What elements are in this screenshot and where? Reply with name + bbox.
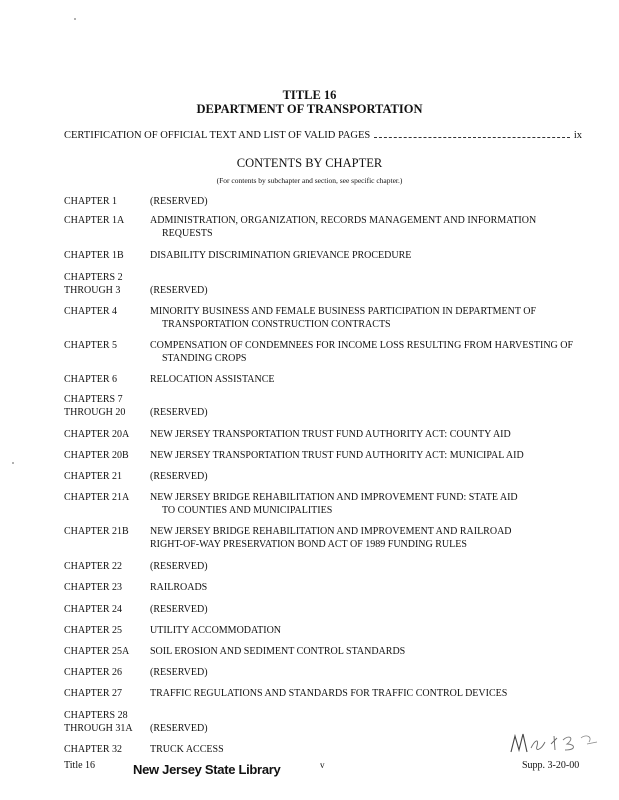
chapter-description: (RESERVED) — [150, 407, 208, 418]
chapter-label: CHAPTER 1B — [64, 250, 124, 261]
chapter-label: CHAPTERS 2 THROUGH 3 — [64, 272, 123, 296]
chapter-label: CHAPTER 5 — [64, 340, 118, 351]
chapter-description: UTILITY ACCOMMODATION — [150, 625, 282, 636]
chapter-description: TRAFFIC REGULATIONS AND STANDARDS FOR TRAFFIC CONTROL DEVICES — [150, 688, 508, 699]
chapter-label: CHAPTER 26 — [64, 667, 123, 678]
chapter-label: CHAPTER 1 — [64, 196, 118, 207]
chapter-label: CHAPTER 25A — [64, 646, 130, 657]
chapter-label: CHAPTER 25 — [64, 625, 123, 636]
chapter-description: (RESERVED) — [150, 561, 208, 572]
certification-page: ix — [573, 130, 582, 141]
supplement-date: Supp. 3-20-00 — [522, 760, 580, 771]
chapter-description: (RESERVED) — [150, 723, 208, 734]
chapter-description: (RESERVED) — [150, 667, 208, 678]
chapter-label: CHAPTER 21A — [64, 492, 130, 503]
chapter-label: CHAPTER 6 — [64, 374, 118, 385]
chapter-description: COMPENSATION OF CONDEMNEES FOR INCOME LOSS RESULTING FROM HARVESTING OF STANDING CROPS — [150, 340, 574, 364]
chapter-label: CHAPTER 1A — [64, 215, 125, 226]
scan-speck — [12, 462, 14, 464]
chapter-description: SOIL EROSION AND SEDIMENT CONTROL STANDARDS — [150, 646, 406, 657]
chapter-label: CHAPTER 27 — [64, 688, 123, 699]
chapter-description: (RESERVED) — [150, 604, 208, 615]
chapter-label: CHAPTER 20A — [64, 429, 130, 440]
page-title: TITLE 16 — [282, 88, 337, 102]
chapter-description: NEW JERSEY BRIDGE REHABILITATION AND IMPROVEMENT FUND: STATE AID TO COUNTIES AND MUNICIPALITIES — [150, 492, 518, 516]
chapter-label: CHAPTER 32 — [64, 744, 123, 755]
certification-text: CERTIFICATION OF OFFICIAL TEXT AND LIST OF VALID PAGES — [64, 130, 371, 141]
chapter-label: CHAPTERS 28 THROUGH 31A — [64, 710, 133, 734]
contents-note: (For contents by subchapter and section, see specific chapter.) — [216, 176, 403, 185]
footer-title: Title 16 — [64, 760, 96, 771]
chapter-description: MINORITY BUSINESS AND FEMALE BUSINESS PARTICIPATION IN DEPARTMENT OF TRANSPORTATION CONSTRUCTION CONTRACTS — [150, 306, 537, 330]
page-subtitle: DEPARTMENT OF TRANSPORTATION — [196, 102, 423, 116]
chapter-description: NEW JERSEY TRANSPORTATION TRUST FUND AUTHORITY ACT: COUNTY AID — [150, 429, 511, 440]
chapter-description: NEW JERSEY BRIDGE REHABILITATION AND IMPROVEMENT AND RAILROAD RIGHT-OF-WAY PRESERVATION BOND ACT OF 1989 FUNDING RULES — [150, 526, 512, 550]
page-number: v — [320, 760, 325, 770]
dot-leader — [374, 136, 570, 138]
chapter-description: (RESERVED) — [150, 196, 208, 207]
chapter-description: (RESERVED) — [150, 285, 208, 296]
chapter-label: CHAPTER 20B — [64, 450, 129, 461]
chapter-description: ADMINISTRATION, ORGANIZATION, RECORDS MANAGEMENT AND INFORMATION REQUESTS — [150, 215, 537, 239]
scan-speck — [74, 18, 76, 20]
chapter-description: TRUCK ACCESS — [150, 744, 224, 755]
library-stamp: New Jersey State Library — [133, 762, 281, 777]
chapter-description: RELOCATION ASSISTANCE — [150, 374, 275, 385]
chapter-description: (RESERVED) — [150, 471, 208, 482]
chapter-label: CHAPTER 4 — [64, 306, 118, 317]
chapter-label: CHAPTER 21 — [64, 471, 123, 482]
chapter-description: NEW JERSEY TRANSPORTATION TRUST FUND AUTHORITY ACT: MUNICIPAL AID — [150, 450, 524, 461]
chapter-description: DISABILITY DISCRIMINATION GRIEVANCE PROCEDURE — [150, 250, 412, 261]
chapter-label: CHAPTER 22 — [64, 561, 123, 572]
contents-heading: CONTENTS BY CHAPTER — [236, 156, 383, 170]
chapter-label: CHAPTER 21B — [64, 526, 129, 537]
certification-line — [64, 130, 582, 141]
chapter-label: CHAPTER 24 — [64, 604, 123, 615]
chapter-description: RAILROADS — [150, 582, 208, 593]
handwritten-initials-icon — [505, 724, 605, 760]
chapter-label: CHAPTERS 7 THROUGH 20 — [64, 394, 126, 418]
chapter-label: CHAPTER 23 — [64, 582, 123, 593]
